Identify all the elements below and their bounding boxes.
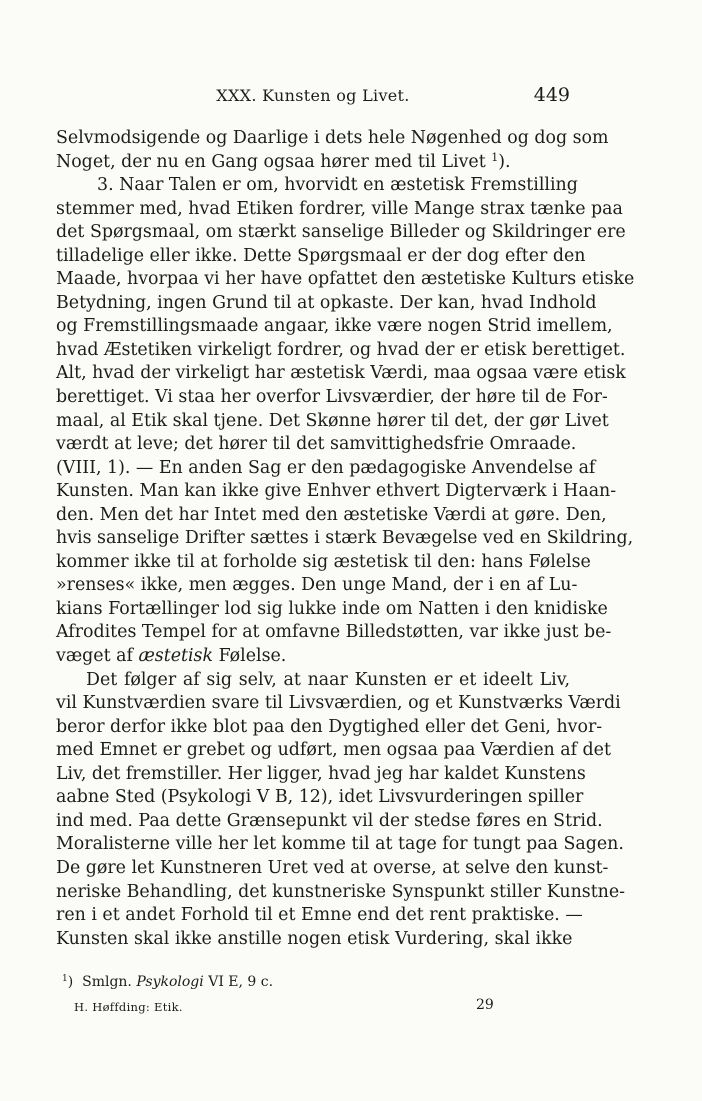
- text-line: [56, 645, 570, 669]
- text-line: aabne Sted (Psykologi V B, 12), idet Livsvurderingen spiller: [56, 787, 584, 808]
- text-line: Det følger af sig selv, at naar Kunsten er et ideelt Liv,: [86, 669, 570, 690]
- text-line: det Spørgsmaal, om stærkt sanselige Billeder og Skildringer ere: [56, 222, 626, 243]
- body-text: [56, 127, 635, 951]
- text-line: Betydning, ingen Grund til at opkaste. Der kan, hvad Indhold: [56, 292, 597, 313]
- text-line: »renses« ikke, men ægges. Den unge Mand, der i en af Lu-: [56, 575, 578, 596]
- text-line: hvad Æstetiken virkeligt fordrer, og hvad der er etisk berettiget.: [56, 339, 626, 360]
- text-line-content: Følelse.: [218, 646, 287, 667]
- text-line: Maade, hvorpaa vi her have opfattet den æstetiske Kulturs etiske: [56, 269, 635, 290]
- text-line: værdt at leve; det hører til det samvittighedsfrie Omraade.: [56, 434, 577, 455]
- footnote-title: Psykologi: [136, 974, 204, 990]
- text-line: 3. Naar Talen er om, hvorvidt en æstetisk Fremstilling: [97, 175, 578, 196]
- page-header: [56, 82, 570, 112]
- text-line: Moralisterne ville her let komme til at tage for tungt paa Sagen.: [56, 834, 624, 855]
- footnote-text: Smlgn.: [82, 974, 132, 990]
- text-line: hvis sanselige Drifter sættes i stærk Bevægelse ved en Skildring,: [56, 528, 634, 549]
- text-line: kommer ikke til at forholde sig æstetisk til den: hans Følelse: [56, 551, 591, 572]
- text-line-content: væget af: [56, 646, 133, 667]
- text-line: ind med. Paa dette Grænsepunkt vil der stedse føres en Strid.: [56, 810, 603, 831]
- footnote: [62, 974, 273, 990]
- text-line: vil Kunstværdien svare til Livsværdien, og et Kunstværks Værdi: [56, 693, 621, 714]
- text-line: beror derfor ikke blot paa den Dygtighed eller det Geni, hvor-: [56, 716, 603, 737]
- text-line: Afrodites Tempel for at omfavne Billedstøtten, var ikke just be-: [56, 622, 612, 643]
- text-line: Kunsten skal ikke anstille nogen etisk Vurdering, skal ikke: [56, 928, 573, 949]
- text-line: Alt, hvad der virkeligt har æstetisk Værdi, maa ogsaa være etisk: [56, 363, 626, 384]
- footnote-reference: VI E, 9 c.: [208, 974, 274, 990]
- text-line: Kunsten. Man kan ikke give Enhver ethvert Digterværk i Haan-: [56, 481, 617, 502]
- text-line-content: Noget, der nu en Gang ogsaa hører med til Livet: [56, 151, 486, 172]
- text-line: [56, 151, 570, 175]
- footnote-marker-number: 1: [62, 974, 68, 984]
- text-line: ren i et andet Forhold til et Emne end det rent praktiske. —: [56, 905, 583, 926]
- text-line: kians Fortællinger lod sig lukke inde om Natten i den knidiske: [56, 598, 608, 619]
- text-line: tilladelige eller ikke. Dette Spørgsmaal er der dog efter den: [56, 245, 586, 266]
- text-line: De gøre let Kunstneren Uret ved at overse, at selve den kunst-: [56, 857, 609, 878]
- running-head: XXX. Kunsten og Livet.: [216, 86, 410, 105]
- text-line: berettiget. Vi staa her overfor Livsværdier, der høre til de For-: [56, 387, 608, 408]
- page-number: 449: [533, 84, 570, 106]
- text-line: neriske Behandling, det kunstneriske Synspunkt stiller Kunstne-: [56, 881, 626, 902]
- footnote-marker-close: ): [67, 974, 74, 990]
- text-line: med Emnet er grebet og udført, men ogsaa paa Værdien af det: [56, 740, 611, 761]
- footnote-ref-close: ).: [498, 151, 511, 172]
- emphasis: æstetisk: [138, 646, 214, 667]
- sheet-number: 29: [476, 997, 494, 1013]
- text-line: stemmer med, hvad Etiken fordrer, ville Mange strax tænke paa: [56, 198, 623, 219]
- text-line: Liv, det fremstiller. Her ligger, hvad jeg har kaldet Kunstens: [56, 763, 586, 784]
- footnote-ref-marker: 1: [491, 150, 499, 164]
- text-line: Selvmodsigende og Daarlige i dets hele Nøgenhed og dog som: [56, 128, 609, 148]
- text-line: (VIII, 1). — En anden Sag er den pædagogiske Anvendelse af: [56, 457, 596, 478]
- text-line: maal, al Etik skal tjene. Det Skønne hører til det, der gør Livet: [56, 410, 609, 431]
- text-line: den. Men det har Intet med den æstetiske Værdi at gøre. Den,: [56, 504, 607, 525]
- text-line: og Fremstillingsmaade angaar, ikke være nogen Strid imellem,: [56, 316, 613, 337]
- signature-line: H. Høffding: Etik.: [74, 1000, 183, 1014]
